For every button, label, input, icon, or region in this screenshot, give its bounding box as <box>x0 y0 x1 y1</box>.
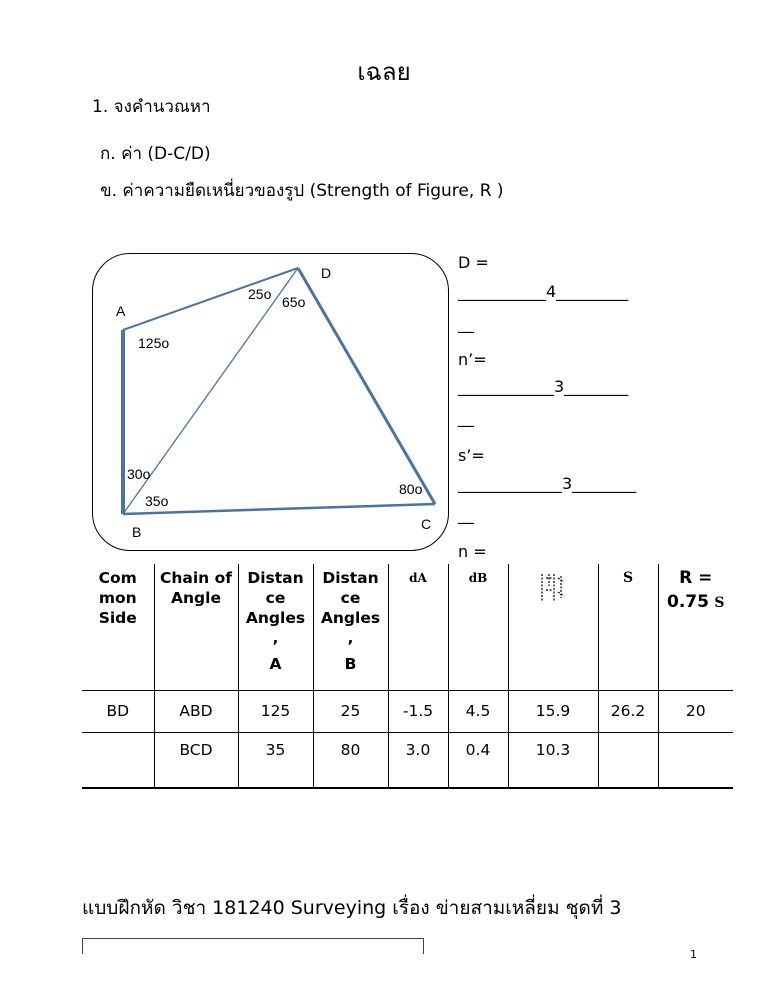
cell-sum: 10.3 <box>508 732 598 788</box>
question-1: 1. จงคำนวณหา <box>92 97 211 117</box>
cell-side: BD <box>106 702 130 720</box>
header-da: dA <box>388 564 448 690</box>
cell-da: -1.5 <box>388 690 448 732</box>
cell-s: 26.2 <box>598 690 658 732</box>
angle-35: 35o <box>145 493 169 509</box>
strength-table <box>82 564 733 789</box>
header-dist-b: Distan ce Angles ’ B <box>313 564 388 690</box>
cell-db: 4.5 <box>448 690 508 732</box>
eq-n-line: ____________3________ <box>458 377 629 396</box>
cell-da: 3.0 <box>388 732 448 788</box>
cell-angle-b: 80 <box>313 732 388 788</box>
cell-db: 0.4 <box>448 732 508 788</box>
cell-r <box>658 732 733 788</box>
point-b-label: B <box>132 524 142 540</box>
footer-text: แบบฝึกหัด วิชา 181240 Surveying เรื่อง ข่ายสามเหลี่ยม ชุดที่ 3 <box>82 897 622 919</box>
cell-chain: ABD <box>154 690 238 732</box>
header-common-side: Com mon Side <box>98 569 137 627</box>
cell-angle-a: 35 <box>238 732 313 788</box>
angle-30: 30o <box>127 466 151 482</box>
point-c-label: C <box>421 516 432 532</box>
header-r-s: S <box>714 595 725 611</box>
sum-formula-icon <box>536 568 570 608</box>
edge-ad <box>123 268 298 330</box>
cell-side <box>82 732 154 788</box>
header-s: S <box>598 564 658 690</box>
footer-frame <box>82 938 424 954</box>
table-row <box>82 732 733 788</box>
cell-r: 20 <box>658 690 733 732</box>
eq-s-label: s’= <box>458 446 485 465</box>
header-dist-a: Distan ce Angles ’ A <box>238 564 313 690</box>
header-chain-of-angle: Chain of Angle <box>154 564 238 690</box>
header-dist-a-label: Distan ce Angles <box>245 569 306 627</box>
cell-chain: BCD <box>154 732 238 788</box>
cell-angle-a: 125 <box>238 690 313 732</box>
angle-80: 80o <box>399 481 423 497</box>
point-d-label: D <box>321 265 332 281</box>
eq-n2-label: n = <box>458 542 487 561</box>
page-number: 1 <box>690 948 697 961</box>
eq-d-line: ___________4_________ <box>458 282 629 301</box>
edge-dc <box>298 268 435 504</box>
angle-65: 65o <box>282 294 306 310</box>
question-1b: ข. ค่าความยืดเหนี่ยวของรูป (Strength of Figure, R ) <box>100 181 504 201</box>
point-a-label: A <box>116 303 126 319</box>
edge-bc <box>123 504 435 514</box>
page-title: เฉลย <box>357 58 411 86</box>
table-row <box>82 690 733 732</box>
eq-s-line: _____________3________ <box>458 474 637 493</box>
header-r-factor: 0.75 <box>667 592 709 612</box>
eq-n-tail: __ <box>458 408 474 427</box>
cell-angle-b: 25 <box>313 690 388 732</box>
header-r <box>658 564 733 690</box>
header-dist-a-symbol: A <box>269 655 282 673</box>
header-db: dB <box>448 564 508 690</box>
eq-n-label: n’= <box>458 350 487 369</box>
question-1a: ก. ค่า (D-C/D) <box>100 144 211 164</box>
header-dist-b-label: Distan ce Angles <box>320 569 381 627</box>
table-header-row <box>82 564 733 690</box>
angle-125: 125o <box>138 335 170 351</box>
angle-25: 25o <box>248 286 272 302</box>
eq-d-label: D = <box>458 253 489 272</box>
cell-sum: 15.9 <box>508 690 598 732</box>
eq-d-tail: __ <box>458 314 474 333</box>
header-sum-formula <box>508 564 598 690</box>
header-dist-b-symbol: B <box>344 655 357 673</box>
cell-s <box>598 732 658 788</box>
header-r-top: R = <box>679 568 713 588</box>
eq-s-tail: __ <box>458 505 474 524</box>
